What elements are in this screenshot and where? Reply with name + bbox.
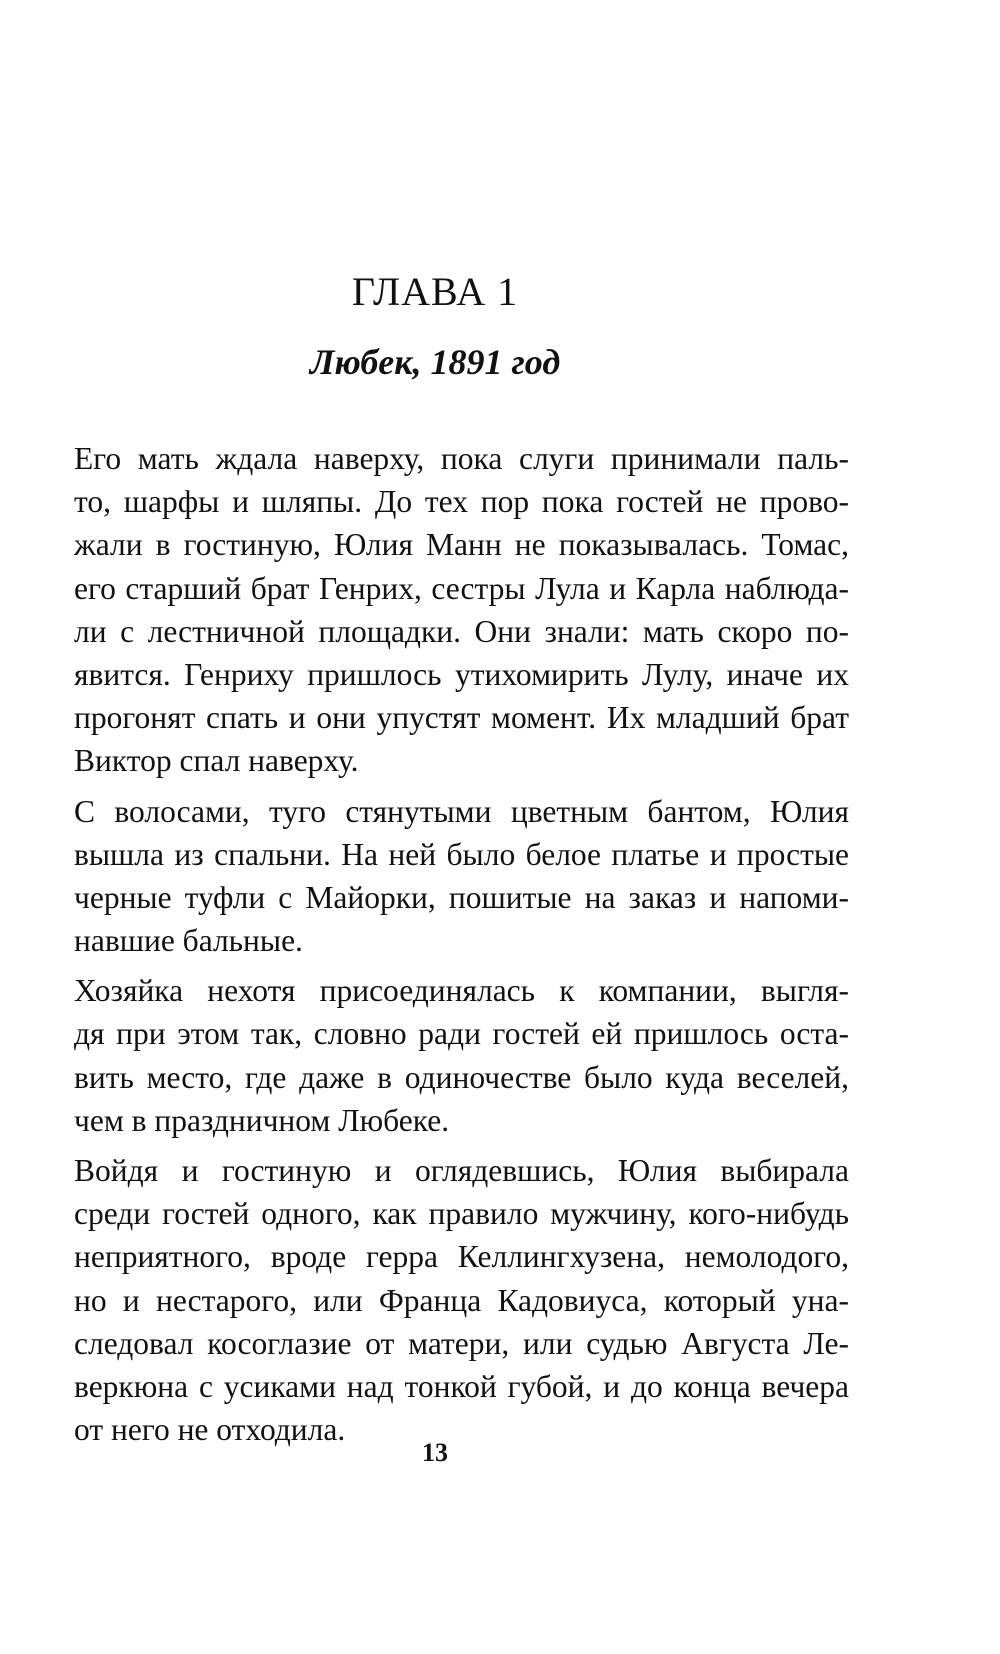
text-line: от него не отходила.	[74, 1412, 346, 1448]
text-line: вышла из спальни. На ней было белое платье и простые	[74, 836, 849, 872]
text-line: С волосами, туго стянутыми цветным бантом, Юлия	[74, 793, 849, 829]
text-line: черные туфли с Майорки, пошитые на заказ и напоми-	[74, 879, 849, 915]
text-line: неприятного, вроде герра Келлингхузена, немолодого,	[74, 1239, 849, 1275]
text-line: Его мать ждала наверху, пока слуги принимали паль-	[74, 441, 849, 476]
text-line: но и нестарого, или Франца Кадовиуса, который уна-	[74, 1282, 849, 1318]
text-line: следовал косоглазие от матери, или судью Августа Ле-	[74, 1325, 849, 1361]
text-line: Войдя и гостиную и оглядевшись, Юлия выбирала	[74, 1153, 849, 1188]
text-line: прогонят спать и они упустят момент. Их младший брат	[74, 700, 849, 736]
text-line: веркюна с усиками над тонкой губой, и до конца вечера	[74, 1368, 849, 1404]
text-line: чем в праздничном Любеке.	[74, 1102, 450, 1138]
paragraph	[74, 437, 849, 783]
text-line: Хозяйка нехотя присоединялась к компании, выгля-	[74, 973, 849, 1009]
paragraph	[74, 969, 849, 1142]
paragraph	[74, 1149, 849, 1451]
text-line: дя при этом так, словно ради гостей ей пришлось оста-	[74, 1016, 849, 1052]
body-text	[74, 437, 849, 1451]
chapter-subtitle: Любек, 1891 год	[309, 342, 561, 382]
text-line: вить место, где даже в одиночестве было куда веселей,	[74, 1059, 849, 1095]
paragraph	[74, 790, 849, 963]
text-line: то, шарфы и шляпы. До тех пор пока гостей не прово-	[74, 484, 849, 520]
text-line: навшие бальные.	[74, 923, 303, 959]
chapter-title: ГЛАВА 1	[351, 269, 519, 314]
text-line: его старший брат Генрих, сестры Лула и Карла наблюда-	[74, 570, 849, 606]
text-line: жали в гостиную, Юлия Манн не показывалась. Томас,	[74, 527, 849, 563]
text-line: ли с лестничной площадки. Они знали: мать скоро по-	[74, 613, 849, 649]
text-line: среди гостей одного, как правило мужчину, кого-нибудь	[74, 1196, 849, 1232]
page-number: 13	[422, 1438, 448, 1467]
text-line: явится. Генриху пришлось утихомирить Лулу, иначе их	[74, 656, 849, 692]
text-line: Виктор спал наверху.	[74, 743, 359, 779]
